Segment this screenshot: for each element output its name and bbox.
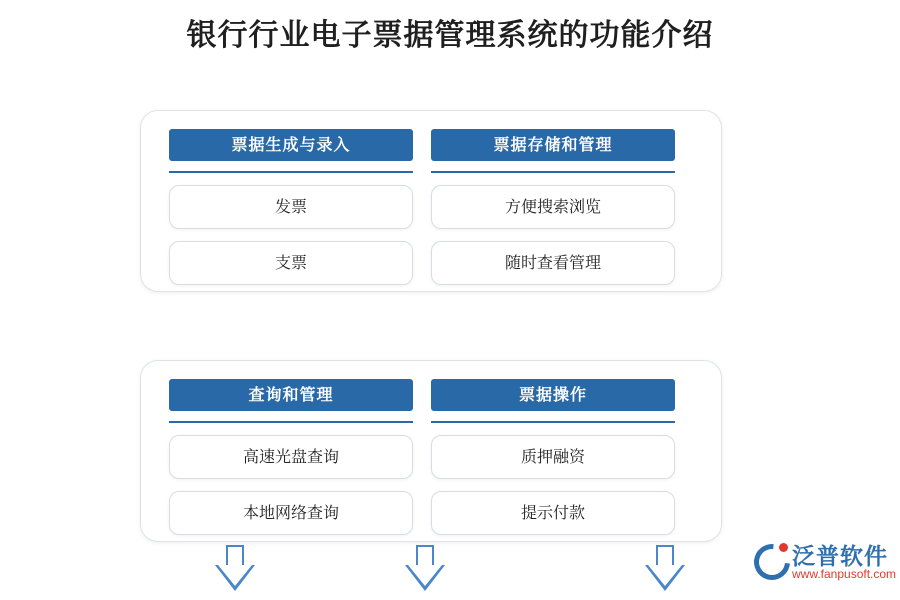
down-arrow-icon xyxy=(215,545,255,591)
column-divider xyxy=(431,171,675,173)
feature-item[interactable]: 质押融资 xyxy=(431,435,675,479)
brand-url: www.fanpusoft.com xyxy=(792,567,897,581)
feature-item[interactable]: 高速光盘查询 xyxy=(169,435,413,479)
feature-item[interactable]: 本地网络查询 xyxy=(169,491,413,535)
feature-item[interactable]: 提示付款 xyxy=(431,491,675,535)
feature-column-bill-generation xyxy=(169,129,413,285)
column-header-button[interactable]: 票据生成与录入 xyxy=(169,129,413,161)
feature-item[interactable]: 支票 xyxy=(169,241,413,285)
feature-panel-bottom xyxy=(140,360,722,542)
feature-item[interactable]: 随时查看管理 xyxy=(431,241,675,285)
brand-name: 泛普软件 xyxy=(792,543,888,570)
column-header-button[interactable]: 票据操作 xyxy=(431,379,675,411)
feature-column-bill-operation xyxy=(431,379,675,535)
down-arrow-icon xyxy=(645,545,685,591)
feature-item[interactable]: 方便搜索浏览 xyxy=(431,185,675,229)
column-divider xyxy=(169,171,413,173)
column-header-button[interactable]: 票据存储和管理 xyxy=(431,129,675,161)
brand-logo xyxy=(752,540,897,592)
feature-item[interactable]: 发票 xyxy=(169,185,413,229)
down-arrow-icon xyxy=(405,545,445,591)
page-title: 银行行业电子票据管理系统的功能介绍 xyxy=(186,18,714,53)
company-logo-icon xyxy=(752,542,788,576)
column-header-button[interactable]: 查询和管理 xyxy=(169,379,413,411)
feature-column-query-management xyxy=(169,379,413,535)
column-divider xyxy=(169,421,413,423)
feature-column-bill-storage xyxy=(431,129,675,285)
feature-panel-top xyxy=(140,110,722,292)
column-divider xyxy=(431,421,675,423)
